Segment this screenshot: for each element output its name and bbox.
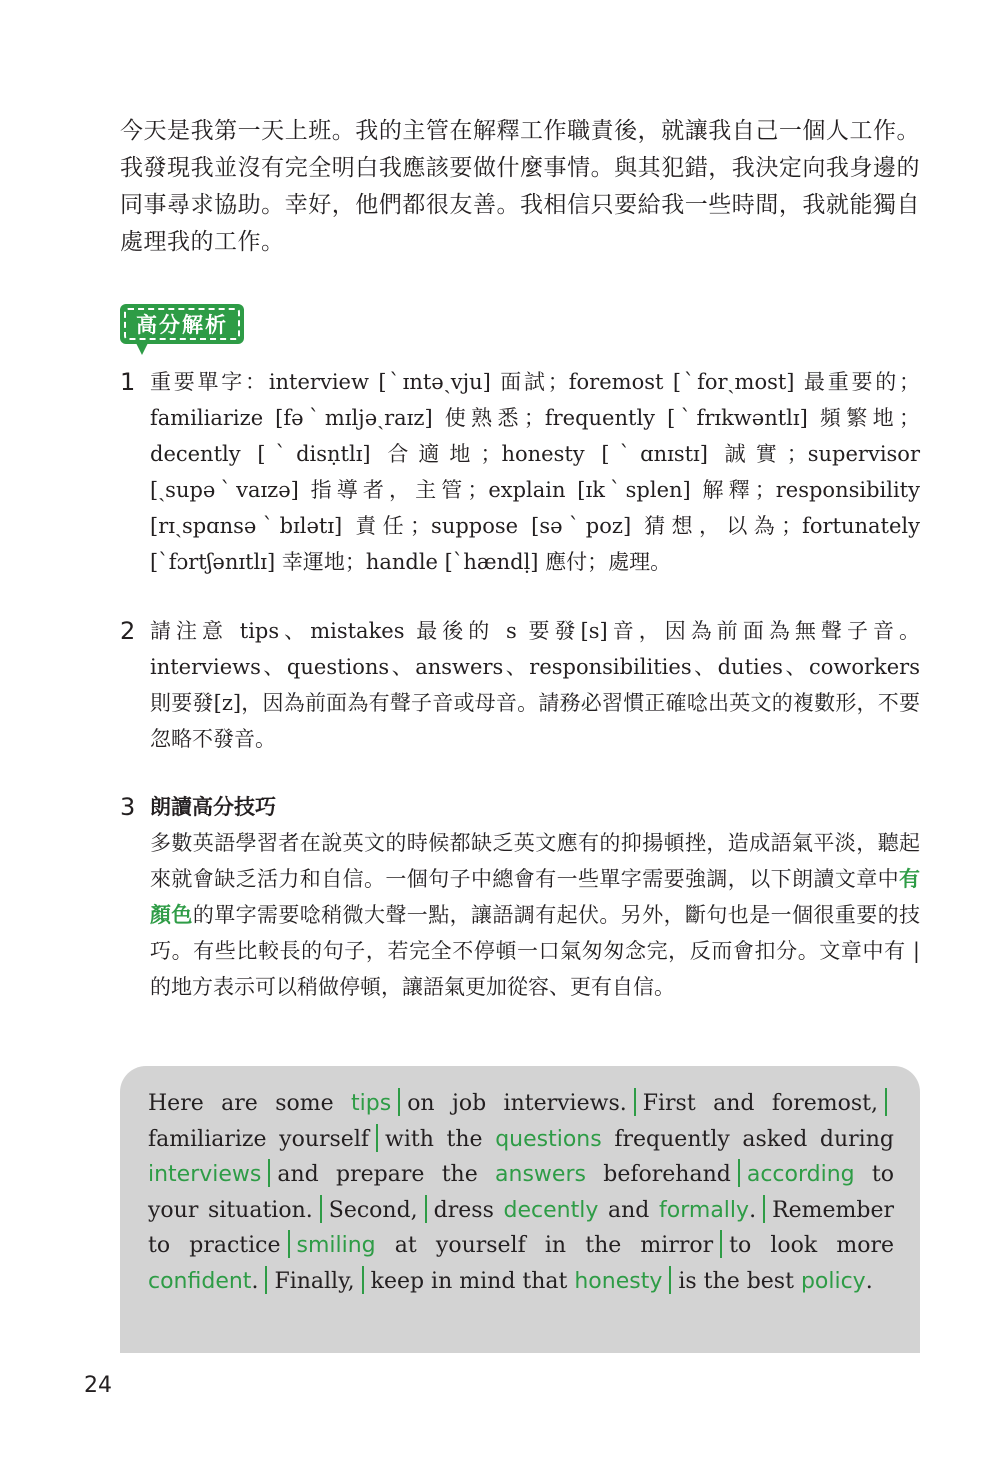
passage-text: dress [433, 1197, 504, 1223]
analysis-item-3 [120, 789, 920, 1005]
analysis-item-1 [120, 364, 920, 580]
speech-tail-icon [136, 343, 148, 355]
tips-text-a: 多數英語學習者在說英文的時候都缺乏英文應有的抑揚頓挫，造成語氣平淡，聽起來就會缺乏活力和自信。一個句子中總會有一些單字需要強調，以下朗讀文章中 [150, 831, 920, 891]
item-number: 1 [120, 368, 136, 396]
pause-marker [634, 1088, 636, 1116]
vocabulary-text: 重要單字：interview [ˋɪntəˏvju] 面試；foremost [ˋforˏmost] 最重要的；familiarize [fəˋmɪljəˏraɪz] 使熟悉；frequently [ˋfrɪkwəntlɪ] 頻繁地；decently [ˋdisṇtlɪ] 合適地；honesty [ˋɑnɪstɪ] 誠實；supervisor [ˏsupəˋvaɪzə] 指導者，主管；explain [ɪkˋsplen] 解釋；responsibility [rɪˏspɑnsəˋbɪlətɪ] 責任；suppose [səˋpoz] 猜想，以為；fortunately [ˋfɔrtʃənɪtlɪ] 幸運地；handle [ˋhændḷ] 應付；處理。 [150, 370, 920, 574]
emphasis-word: smiling [296, 1233, 376, 1258]
passage-text: and prepare the [277, 1162, 496, 1187]
passage-text: to your situation. [148, 1162, 895, 1223]
tips-text-b: 的單字需要唸稍微大聲一點，讓語調有起伏。另外，斷句也是一個很重要的技巧。有些比較長的句子，若完全不停頓一口氣匆匆念完，反而會扣分。文章中有 | 的地方表示可以稍做停頓，讓語氣更加從容、更有自信。 [150, 903, 921, 999]
highlight-phrase: 有顏色 [150, 867, 920, 927]
passage-text: Remember to practice [148, 1197, 895, 1258]
passage-text: beforehand [585, 1162, 731, 1187]
pause-marker [720, 1230, 722, 1258]
emphasis-word: answers [495, 1162, 586, 1187]
pause-marker [288, 1230, 290, 1258]
intro-paragraph: 今天是我第一天上班。我的主管在解釋工作職責後，就讓我自己一個人工作。我發現我並沒有完全明白我應該要做什麼事情。與其犯錯，我決定向我身邊的同事尋求協助。幸好，他們都很友善。我相信只要給我一些時間，我就能獨自處理我的工作。 [120, 118, 920, 255]
reading-passage [148, 1086, 894, 1299]
item-number: 2 [120, 617, 136, 645]
page-number: 24 [84, 1373, 112, 1398]
emphasis-word: interviews [148, 1162, 262, 1187]
passage-text: Second, [328, 1197, 418, 1223]
emphasis-word: questions [495, 1126, 602, 1152]
emphasis-word: confident [148, 1268, 252, 1294]
passage-text: First and foremost, [642, 1091, 878, 1116]
pause-marker [885, 1088, 887, 1116]
pause-marker [362, 1266, 364, 1294]
passage-text: familiarize yourself [148, 1126, 369, 1152]
emphasis-word: policy [800, 1268, 866, 1294]
passage-text: . [865, 1268, 873, 1294]
pause-marker [425, 1195, 427, 1223]
emphasis-word: honesty [574, 1268, 663, 1294]
passage-text: to look more [729, 1233, 894, 1258]
passage-text: . [749, 1197, 757, 1223]
reading-tips-text [150, 825, 920, 1005]
analysis-item-2 [120, 613, 920, 757]
passage-text: and [598, 1197, 660, 1223]
emphasis-word: according [746, 1162, 855, 1187]
emphasis-word: decently [503, 1197, 599, 1223]
emphasis-word: formally [659, 1197, 750, 1223]
passage-text: on job interviews. [407, 1091, 627, 1116]
passage-text: Here are some [148, 1091, 352, 1116]
passage-text: at yourself in the mirror [375, 1233, 714, 1258]
passage-text: is the best [678, 1268, 801, 1294]
pause-marker [265, 1266, 267, 1294]
emphasis-word: tips [351, 1091, 392, 1116]
pause-marker [669, 1266, 671, 1294]
reading-passage-box [120, 1066, 920, 1353]
passage-text: . [251, 1268, 259, 1294]
pause-marker [320, 1195, 322, 1223]
passage-text: Finally, [274, 1268, 355, 1294]
pause-marker [268, 1159, 270, 1187]
pause-marker [398, 1088, 400, 1116]
passage-text: keep in mind that [370, 1268, 575, 1294]
item-number: 3 [120, 793, 136, 821]
pause-marker [376, 1124, 378, 1152]
pronunciation-text: 請注意 tips、mistakes 最後的 s 要發[s]音，因為前面為無聲子音。interviews、questions、answers、responsibilities、duties、coworkers 則要發[z]，因為前面為有聲子音或母音。請務必習慣正確唸出英文的複數形，不要忽略不發音。 [150, 619, 920, 751]
section-badge-label: 高分解析 [124, 308, 240, 340]
pause-marker [738, 1159, 740, 1187]
section-badge [120, 304, 244, 344]
passage-text: frequently asked during [601, 1126, 894, 1152]
item-title: 朗讀高分技巧 [150, 795, 276, 819]
passage-text: with the [385, 1126, 496, 1152]
pause-marker [763, 1195, 765, 1223]
